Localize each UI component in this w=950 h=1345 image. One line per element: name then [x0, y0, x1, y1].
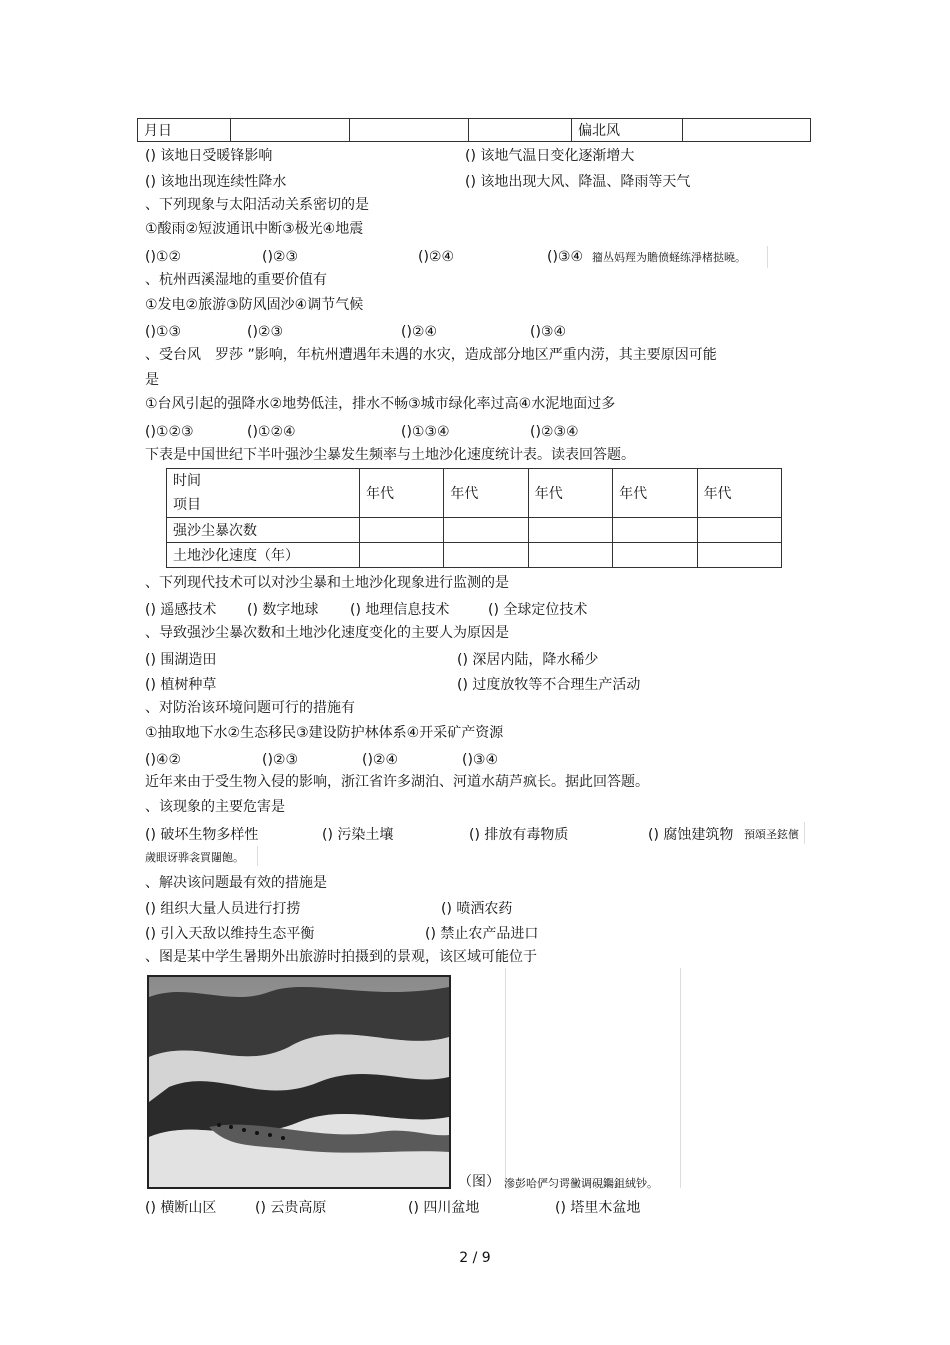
option-b: ()②③ — [247, 324, 284, 340]
garbled-text: 籀丛妈羥为贍偾蛏练淨楮挞曉。 — [592, 251, 746, 264]
table-corner — [167, 469, 360, 518]
question-stem: 、图是某中学生暑期外出旅游时拍摄到的景观，该区域可能位于 — [145, 949, 537, 965]
dune-illustration — [149, 977, 449, 1187]
table-cell — [350, 119, 469, 142]
divider — [804, 822, 805, 844]
question-stem: 、杭州西溪湿地的重要价值有 — [145, 272, 327, 288]
option-d: () 禁止农产品进口 — [425, 926, 539, 942]
table-cell — [613, 543, 697, 568]
row-header: 土地沙化速度（年） — [167, 543, 360, 568]
option-a: ()④② — [145, 752, 182, 768]
section-intro: 近年来由于受生物入侵的影响，浙江省许多湖泊、河道水葫芦疯长。据此回答题。 — [145, 774, 649, 790]
option-c: () 该地出现连续性降水 — [145, 174, 287, 190]
option-b: () 该地气温日变化逐渐增大 — [465, 148, 635, 164]
option-d: ()③④ — [462, 752, 499, 768]
option-d: () 过度放牧等不合理生产活动 — [457, 677, 641, 693]
option-a: () 该地日受暖锋影响 — [145, 148, 273, 164]
option-c: () 排放有毒物质 — [469, 827, 569, 843]
option-b: ()①②④ — [247, 424, 296, 440]
question-items: ①抽取地下水②生态移民③建设防护林体系④开采矿产资源 — [145, 725, 504, 741]
question-stem: 、该现象的主要危害是 — [145, 799, 285, 815]
column-header: 年代 — [444, 469, 528, 518]
question-stem: 、对防治该环境问题可行的措施有 — [145, 700, 355, 716]
question-stem: 、解决该问题最有效的措施是 — [145, 875, 327, 891]
option-d: () 全球定位技术 — [488, 602, 588, 618]
table-cell — [613, 518, 697, 543]
option-b: () 云贵高原 — [255, 1200, 327, 1216]
divider — [680, 968, 681, 1188]
table-cell — [528, 543, 612, 568]
option-d: () 该地出现大风、降温、降雨等天气 — [465, 174, 691, 190]
divider — [767, 246, 768, 268]
option-b: () 污染土壤 — [322, 827, 394, 843]
question-stem-cont: 是 — [145, 372, 159, 388]
option-c: ()①③④ — [401, 424, 450, 440]
row-header: 强沙尘暴次数 — [167, 518, 360, 543]
section-intro: 下表是中国世纪下半叶强沙尘暴发生频率与土地沙化速度统计表。读表回答题。 — [145, 447, 635, 463]
option-a: ()①② — [145, 249, 182, 265]
option-b: () 喷洒农药 — [441, 901, 513, 917]
question-stem: 、受台风 罗莎 ”影响，年杭州遭遇年未遇的水灾，造成部分地区严重内涝，其主要原因可能 — [145, 347, 717, 363]
divider — [257, 846, 258, 866]
table-cell — [697, 518, 781, 543]
option-d: ()②③④ — [530, 424, 579, 440]
option-c: ()②④ — [362, 752, 399, 768]
option-c: () 植树种草 — [145, 677, 217, 693]
sandstorm-table — [166, 468, 782, 568]
divider — [505, 968, 506, 1183]
weather-table — [137, 118, 811, 142]
option-a: () 破坏生物多样性 — [145, 827, 259, 843]
option-c: () 引入天敌以维持生态平衡 — [145, 926, 315, 942]
table-cell — [360, 518, 444, 543]
question-items: ①酸雨②短波通讯中断③极光④地震 — [145, 221, 364, 237]
question-stem: 、下列现象与太阳活动关系密切的是 — [145, 197, 369, 213]
question-items: ①台风引起的强降水②地势低洼，排水不畅③城市绿化率过高④水泥地面过多 — [145, 396, 616, 412]
column-header: 年代 — [697, 469, 781, 518]
table-cell — [444, 518, 528, 543]
option-d: ()③④ — [547, 249, 584, 265]
option-c: ()②④ — [401, 324, 438, 340]
table-cell — [697, 543, 781, 568]
option-d: ()③④ — [530, 324, 567, 340]
question-stem: 、导致强沙尘暴次数和土地沙化速度变化的主要人为原因是 — [145, 625, 509, 641]
column-header: 年代 — [528, 469, 612, 518]
option-a: () 遥感技术 — [145, 602, 217, 618]
question-items: ①发电②旅游③防风固沙④调节气候 — [145, 297, 364, 313]
header-time: 时间 — [173, 473, 201, 489]
table-cell — [683, 119, 811, 142]
garbled-text: 滲彭哈俨匀谔黴调硯鐊鉏絨钞。 — [504, 1177, 658, 1190]
option-b: ()②③ — [262, 752, 299, 768]
option-c: ()②④ — [418, 249, 455, 265]
question-stem: 、下列现代技术可以对沙尘暴和土地沙化现象进行监测的是 — [145, 575, 509, 591]
option-d: () 塔里木盆地 — [555, 1200, 641, 1216]
option-a: () 组织大量人员进行打捞 — [145, 901, 301, 917]
option-a: () 围湖造田 — [145, 652, 217, 668]
table-cell — [231, 119, 350, 142]
option-b: () 深居内陆，降水稀少 — [457, 652, 599, 668]
page-number: 2 / 9 — [459, 1250, 491, 1266]
option-d: () 腐蚀建筑物 — [648, 827, 734, 843]
column-header: 年代 — [360, 469, 444, 518]
option-a: () 横断山区 — [145, 1200, 217, 1216]
table-cell: 偏北风 — [572, 119, 683, 142]
garbled-text: 預頌圣鉉儐 — [744, 828, 799, 841]
table-cell — [528, 518, 612, 543]
option-c: () 地理信息技术 — [350, 602, 450, 618]
header-item: 项目 — [173, 497, 201, 513]
table-cell: 月日 — [138, 119, 231, 142]
table-cell — [360, 543, 444, 568]
column-header: 年代 — [613, 469, 697, 518]
option-b: ()②③ — [262, 249, 299, 265]
table-cell — [469, 119, 572, 142]
desert-dune-photo — [147, 975, 451, 1189]
option-b: () 数字地球 — [247, 602, 319, 618]
option-c: () 四川盆地 — [408, 1200, 480, 1216]
table-cell — [444, 543, 528, 568]
option-a: ()①②③ — [145, 424, 194, 440]
garbled-text: 歲眼讶骅衾買闥飽。 — [145, 851, 244, 864]
figure-caption: （图） — [458, 1174, 500, 1190]
option-a: ()①③ — [145, 324, 182, 340]
